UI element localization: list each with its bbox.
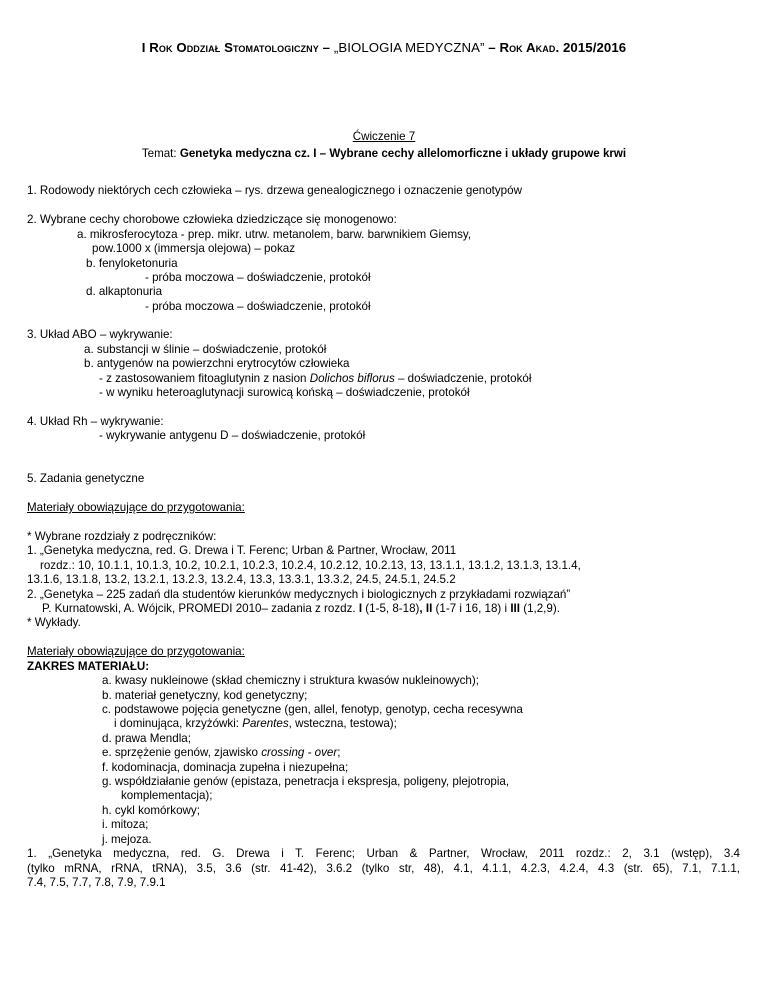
item-2d-test: - próba moczowa – doświadczenie, protokół xyxy=(145,300,371,313)
scope-f: f. kodominacja, dominacja zupełna i niezupełna; xyxy=(102,761,349,774)
reference-line-3: 7.4, 7.5, 7.7, 7.8, 7.9, 7.9.1 xyxy=(27,876,166,889)
exercise-number: Ćwiczenie 7 xyxy=(352,130,416,143)
scope-c-line1: c. podstawowe pojęcia genetyczne (gen, allel, fenotyp, genotyp, cecha recesywna xyxy=(102,703,523,716)
exercise-topic xyxy=(0,147,768,161)
item-2: 2. Wybrane cechy chorobowe człowieka dziedziczące się monogenowo: xyxy=(27,213,397,226)
item-3b-1-pre: - z zastosowaniem fitoaglutynin z nasion xyxy=(99,372,310,385)
chapter-II: II xyxy=(425,602,433,615)
materials-line-1: * Wybrane rozdziały z podręczników: xyxy=(27,530,217,543)
scope-c-parentes: Parentes xyxy=(242,717,289,730)
scope-c-line2-post: , wsteczna, testowa); xyxy=(288,717,397,730)
scope-e-crossing-over: crossing - over xyxy=(261,746,338,759)
header-dash-1: – xyxy=(318,40,334,55)
header-dash-2: – xyxy=(484,40,500,55)
scope-e-pre: e. sprzężenie genów, zjawisko xyxy=(102,746,262,759)
item-2a-line1: a. mikrosferocytoza - prep. mikr. utrw. metanolem, barw. barwnikiem Giemsy, xyxy=(77,228,472,241)
materials-line-3: rozdz.: 10, 10.1.1, 10.1.3, 10.2, 10.2.1, 10.2.3, 10.2.4, 10.2.12, 10.2.13, 13, 13.1.1, 13.1.2, 13.1.3, 13.1.4, xyxy=(40,559,581,572)
item-4: 4. Układ Rh – wykrywanie: xyxy=(27,415,164,428)
item-3b-1-species: Dolichos biflorus xyxy=(309,372,395,385)
reference-line-1: 1. „Genetyka medyczna, red. G. Drewa i T. Ferenc; Urban & Partner, Wrocław, 2011 rozdz.: 2, 3.1 (wstęp), 3.4 xyxy=(27,847,740,860)
materials-line-6-pre: P. Kurnatowski, A. Wójcik, PROMEDI 2010– zadania z rozdz. xyxy=(42,602,359,615)
item-4a: - wykrywanie antygenu D – doświadczenie, protokół xyxy=(99,429,366,442)
topic-label: Temat: xyxy=(141,147,180,160)
scope-b: b. materiał genetyczny, kod genetyczny; xyxy=(102,689,308,702)
scope-d: d. prawa Mendla; xyxy=(102,732,191,745)
item-3a: a. substancji w ślinie – doświadczenie, protokół xyxy=(84,343,327,356)
scope-j: j. mejoza. xyxy=(102,833,152,846)
scope-a: a. kwasy nukleinowe (skład chemiczny i struktura kwasów nukleinowych); xyxy=(102,674,479,687)
materials-line-6-post: (1,2,9). xyxy=(519,602,560,615)
materials-line-6 xyxy=(42,602,560,616)
item-3: 3. Układ ABO – wykrywanie: xyxy=(27,328,173,341)
scope-c-line2 xyxy=(114,717,397,731)
scope-e xyxy=(102,746,340,760)
chapter-I: I xyxy=(358,602,363,615)
item-3b-2: - w wyniku heteroaglutynacji surowicą końską – doświadczenie, protokół xyxy=(99,386,470,399)
header-academic-year: Rok Akad. 2015/2016 xyxy=(499,40,627,55)
item-2b-test: - próba moczowa – doświadczenie, protokół xyxy=(145,271,371,284)
materials-line-4: 13.1.6, 13.1.8, 13.2, 13.2.1, 13.2.3, 13.2.4, 13.3, 13.3.1, 13.3.2, 24.5, 24.5.1, 24.5.2 xyxy=(27,573,456,586)
scope-h: h. cykl komórkowy; xyxy=(102,804,200,817)
scope-i: i. mitoza; xyxy=(102,818,149,831)
item-1: 1. Rodowody niektórych cech człowieka – rys. drzewa genealogicznego i oznaczenie genotypów xyxy=(27,184,522,197)
materials-heading-2: Materiały obowiązujące do przygotowania: xyxy=(27,645,245,658)
materials-line-5: 2. „Genetyka – 225 zadań dla studentów kierunków medycznych i biologicznych z przykładami rozwiązań” xyxy=(27,588,571,601)
materials-line-6-mid2: (1-7 i 16, 18) i xyxy=(432,602,511,615)
scope-heading: ZAKRES MATERIAŁU: xyxy=(27,660,150,673)
item-2b: b. fenyloketonuria xyxy=(86,257,178,270)
materials-line-6-comma: , xyxy=(419,602,426,615)
item-2d: d. alkaptonuria xyxy=(86,285,163,298)
header-course-part: I Rok Oddział Stomatologiczny xyxy=(141,40,319,55)
materials-line-2: 1. „Genetyka medyczna, red. G. Drewa i T. Ferenc; Urban & Partner, Wrocław, 2011 xyxy=(27,544,457,557)
materials-line-6-mid1: (1-5, 8-18) xyxy=(362,602,420,615)
reference-line-2: (tylko mRNA, rRNA, tRNA), 3.5, 3.6 (str. 41-42), 3.6.2 (tylko str, 48), 4.1, 4.1.1, 4.2.3, 4.2.4, 4.3 (str. 65), 7.1, 7.1.1, xyxy=(27,862,740,875)
chapter-III: III xyxy=(510,602,520,615)
item-5: 5. Zadania genetyczne xyxy=(27,472,145,485)
topic-text: Genetyka medyczna cz. I – Wybrane cechy allelomorficzne i układy grupowe krwi xyxy=(179,147,627,160)
scope-g-line2: komplementacja); xyxy=(121,789,213,802)
page-header xyxy=(0,41,768,55)
header-subject: „BIOLOGIA MEDYCZNA” xyxy=(333,40,485,55)
scope-c-line2-pre: i dominująca, krzyżówki: xyxy=(114,717,243,730)
materials-heading-1: Materiały obowiązujące do przygotowania: xyxy=(27,501,245,514)
scope-g-line1: g. współdziałanie genów (epistaza, penetracja i ekspresja, poligeny, plejotropia, xyxy=(102,775,510,788)
materials-line-7: * Wykłady. xyxy=(27,616,81,629)
item-3b-1 xyxy=(99,372,531,386)
scope-e-post: ; xyxy=(337,746,341,759)
item-3b: b. antygenów na powierzchni erytrocytów człowieka xyxy=(84,357,350,370)
item-3b-1-post: – doświadczenie, protokół xyxy=(394,372,532,385)
item-2a-line2: pow.1000 x (immersja olejowa) – pokaz xyxy=(92,242,295,255)
